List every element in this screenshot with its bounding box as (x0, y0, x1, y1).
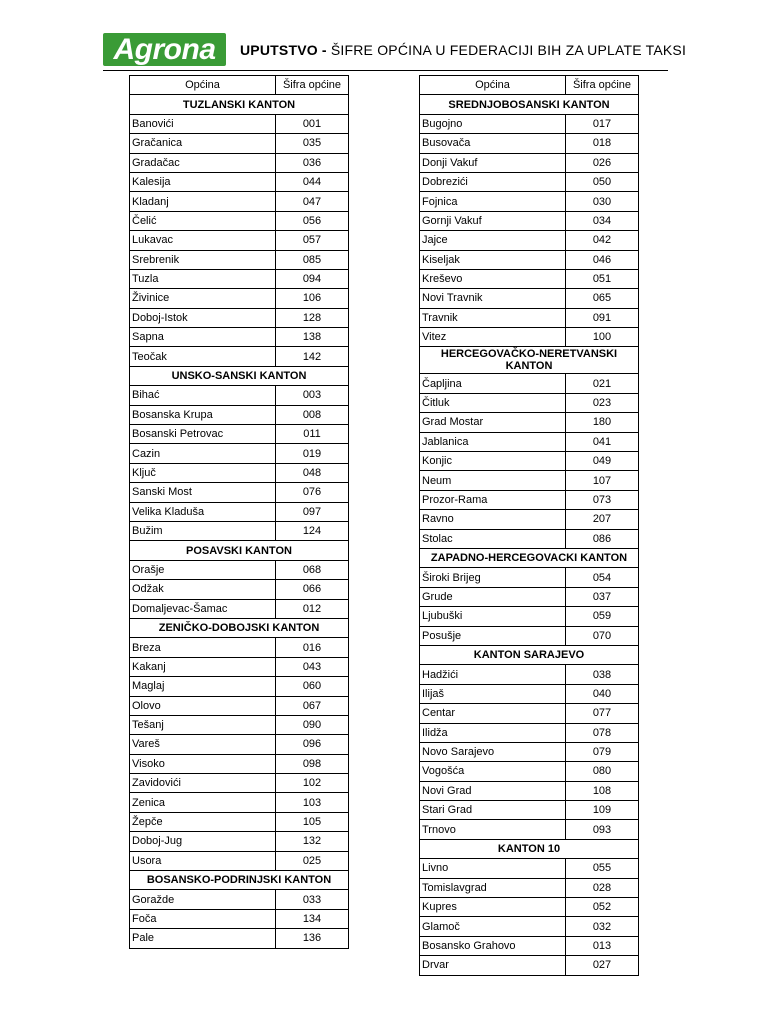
table-row (420, 471, 639, 490)
municipality-code: 068 (276, 560, 349, 579)
municipality-name: Drvar (420, 956, 566, 975)
table-row (420, 413, 639, 432)
municipality-code: 065 (566, 289, 639, 308)
municipality-name: Fojnica (420, 192, 566, 211)
municipality-name: Novo Sarajevo (420, 742, 566, 761)
municipality-code: 091 (566, 308, 639, 327)
municipality-code: 086 (566, 529, 639, 548)
table-row (130, 812, 349, 831)
municipality-name: Ljubuški (420, 607, 566, 626)
municipality-code: 107 (566, 471, 639, 490)
canton-name: POSAVSKI KANTON (130, 541, 349, 560)
municipality-code: 011 (276, 425, 349, 444)
table-row (420, 134, 639, 153)
municipality-code: 070 (566, 626, 639, 645)
table-row (420, 510, 639, 529)
municipality-code: 033 (276, 890, 349, 909)
municipality-code: 054 (566, 568, 639, 587)
table-row (130, 715, 349, 734)
municipality-code: 017 (566, 114, 639, 133)
municipality-name: Jajce (420, 231, 566, 250)
table-row (420, 393, 639, 412)
municipality-name: Odžak (130, 580, 276, 599)
table-row (130, 444, 349, 463)
municipality-name: Konjic (420, 452, 566, 471)
table-row (130, 134, 349, 153)
municipality-code: 080 (566, 762, 639, 781)
municipality-code: 097 (276, 502, 349, 521)
table-row (130, 114, 349, 133)
table-row (130, 328, 349, 347)
municipality-code: 037 (566, 587, 639, 606)
municipality-code: 057 (276, 231, 349, 250)
municipality-code: 085 (276, 250, 349, 269)
municipality-name: Livno (420, 859, 566, 878)
municipality-code: 046 (566, 250, 639, 269)
table-row (130, 909, 349, 928)
municipality-name: Vogošća (420, 762, 566, 781)
municipality-code: 056 (276, 211, 349, 230)
municipality-name: Trnovo (420, 820, 566, 839)
canton-header-row (420, 645, 639, 664)
municipality-name: Tomislavgrad (420, 878, 566, 897)
municipality-name: Visoko (130, 754, 276, 773)
table-row (130, 929, 349, 948)
table-row (420, 742, 639, 761)
column-header-municipality: Općina (420, 76, 566, 95)
table-row (420, 231, 639, 250)
table-row (420, 289, 639, 308)
municipality-name: Posušje (420, 626, 566, 645)
municipality-code: 018 (566, 134, 639, 153)
municipality-name: Ilidža (420, 723, 566, 742)
table-row (130, 386, 349, 405)
municipality-code: 021 (566, 374, 639, 393)
municipality-name: Zenica (130, 793, 276, 812)
municipality-name: Breza (130, 638, 276, 657)
municipality-name: Srebrenik (130, 250, 276, 269)
municipality-name: Bosansko Grahovo (420, 936, 566, 955)
municipality-name: Foča (130, 909, 276, 928)
municipality-code: 109 (566, 801, 639, 820)
municipality-name: Travnik (420, 308, 566, 327)
table-row (420, 114, 639, 133)
table-row (420, 878, 639, 897)
table-row (420, 250, 639, 269)
municipality-name: Busovača (420, 134, 566, 153)
municipality-code: 055 (566, 859, 639, 878)
municipality-name: Stolac (420, 529, 566, 548)
municipality-name: Bužim (130, 521, 276, 540)
table-row (420, 308, 639, 327)
municipality-name: Neum (420, 471, 566, 490)
municipality-code: 059 (566, 607, 639, 626)
table-row (420, 490, 639, 509)
table-row (420, 432, 639, 451)
table-row (420, 452, 639, 471)
canton-name: HERCEGOVAČKO-NERETVANSKI KANTON (420, 347, 639, 374)
table-row (130, 502, 349, 521)
page-header (103, 33, 687, 71)
municipality-name: Ključ (130, 463, 276, 482)
canton-name: TUZLANSKI KANTON (130, 95, 349, 114)
table-row (420, 684, 639, 703)
municipality-name: Pale (130, 929, 276, 948)
table-row (130, 250, 349, 269)
table-row (420, 211, 639, 230)
canton-header-row (130, 366, 349, 385)
municipality-table-right (419, 75, 639, 976)
table-row (420, 626, 639, 645)
table-row (420, 936, 639, 955)
table-row (420, 328, 639, 347)
municipality-code: 132 (276, 832, 349, 851)
municipality-code: 001 (276, 114, 349, 133)
municipality-code: 100 (566, 328, 639, 347)
canton-name: KANTON SARAJEVO (420, 645, 639, 664)
municipality-name: Ravno (420, 510, 566, 529)
municipality-name: Živinice (130, 289, 276, 308)
document-title-text: ŠIFRE OPĆINA U FEDERACIJI BIH ZA UPLATE TAKSI (326, 42, 687, 58)
municipality-code: 066 (276, 580, 349, 599)
municipality-name: Doboj-Jug (130, 832, 276, 851)
municipality-name: Maglaj (130, 677, 276, 696)
municipality-name: Stari Grad (420, 801, 566, 820)
table-row (130, 832, 349, 851)
municipality-name: Sanski Most (130, 483, 276, 502)
table-row (420, 568, 639, 587)
table-row (130, 308, 349, 327)
table-row (420, 153, 639, 172)
municipality-code: 106 (276, 289, 349, 308)
table-row (420, 859, 639, 878)
table-row (420, 172, 639, 191)
municipality-code: 048 (276, 463, 349, 482)
table-row (130, 425, 349, 444)
table-row (130, 774, 349, 793)
municipality-name: Gračanica (130, 134, 276, 153)
municipality-name: Dobrezići (420, 172, 566, 191)
municipality-code: 049 (566, 452, 639, 471)
municipality-code: 134 (276, 909, 349, 928)
municipality-code: 038 (566, 665, 639, 684)
municipality-code: 035 (276, 134, 349, 153)
document-title-prefix: UPUTSTVO - (240, 42, 327, 58)
municipality-name: Grude (420, 587, 566, 606)
municipality-code: 077 (566, 704, 639, 723)
canton-header-row (130, 95, 349, 114)
municipality-code: 093 (566, 820, 639, 839)
municipality-name: Kupres (420, 898, 566, 917)
canton-header-row (420, 839, 639, 858)
table-row (130, 483, 349, 502)
municipality-code: 051 (566, 269, 639, 288)
document-title (240, 42, 686, 58)
municipality-code: 078 (566, 723, 639, 742)
municipality-code: 040 (566, 684, 639, 703)
municipality-name: Teočak (130, 347, 276, 366)
canton-header-row (420, 548, 639, 567)
municipality-name: Domaljevac-Šamac (130, 599, 276, 618)
municipality-code: 034 (566, 211, 639, 230)
table-row (420, 192, 639, 211)
municipality-code: 050 (566, 172, 639, 191)
municipality-code: 094 (276, 269, 349, 288)
municipality-code: 012 (276, 599, 349, 618)
municipality-name: Banovići (130, 114, 276, 133)
municipality-name: Grad Mostar (420, 413, 566, 432)
municipality-name: Bosanski Petrovac (130, 425, 276, 444)
municipality-name: Kakanj (130, 657, 276, 676)
municipality-code: 098 (276, 754, 349, 773)
header-divider (103, 70, 668, 71)
table-row (420, 587, 639, 606)
table-row (420, 917, 639, 936)
municipality-code: 108 (566, 781, 639, 800)
municipality-name: Gradačac (130, 153, 276, 172)
municipality-name: Gornji Vakuf (420, 211, 566, 230)
table-row (130, 890, 349, 909)
municipality-code: 102 (276, 774, 349, 793)
municipality-name: Velika Kladuša (130, 502, 276, 521)
municipality-name: Kiseljak (420, 250, 566, 269)
municipality-name: Usora (130, 851, 276, 870)
table-row (420, 762, 639, 781)
municipality-code: 016 (276, 638, 349, 657)
canton-name: UNSKO-SANSKI KANTON (130, 366, 349, 385)
table-row (130, 269, 349, 288)
table-row (420, 607, 639, 626)
table-row (130, 580, 349, 599)
table-row (420, 374, 639, 393)
table-row (420, 956, 639, 975)
table-row (130, 463, 349, 482)
municipality-code: 103 (276, 793, 349, 812)
canton-name: ZENIČKO-DOBOJSKI KANTON (130, 618, 349, 637)
table-row (130, 521, 349, 540)
municipality-name: Hadžići (420, 665, 566, 684)
municipality-code: 047 (276, 192, 349, 211)
table-row (130, 793, 349, 812)
table-row (130, 851, 349, 870)
municipality-name: Čelić (130, 211, 276, 230)
table-row (420, 898, 639, 917)
municipality-name: Bihać (130, 386, 276, 405)
municipality-name: Čitluk (420, 393, 566, 412)
table-row (130, 657, 349, 676)
municipality-name: Novi Travnik (420, 289, 566, 308)
municipality-name: Čapljina (420, 374, 566, 393)
municipality-name: Vareš (130, 735, 276, 754)
table-row (130, 754, 349, 773)
canton-header-row (130, 871, 349, 890)
municipality-name: Glamoč (420, 917, 566, 936)
table-row (130, 696, 349, 715)
table-row (130, 192, 349, 211)
canton-name: SREDNJOBOSANSKI KANTON (420, 95, 639, 114)
municipality-code: 036 (276, 153, 349, 172)
municipality-name: Cazin (130, 444, 276, 463)
table-row (130, 560, 349, 579)
municipality-code: 124 (276, 521, 349, 540)
municipality-name: Kreševo (420, 269, 566, 288)
municipality-code: 090 (276, 715, 349, 734)
municipality-name: Goražde (130, 890, 276, 909)
agrona-logo: Agrona (103, 33, 226, 66)
table-header-row (130, 76, 349, 95)
municipality-code: 136 (276, 929, 349, 948)
municipality-name: Žepče (130, 812, 276, 831)
municipality-code: 052 (566, 898, 639, 917)
table-row (420, 723, 639, 742)
municipality-table-left (129, 75, 349, 949)
table-row (130, 153, 349, 172)
municipality-name: Orašje (130, 560, 276, 579)
municipality-name: Bugojno (420, 114, 566, 133)
municipality-name: Ilijaš (420, 684, 566, 703)
municipality-name: Prozor-Rama (420, 490, 566, 509)
municipality-name: Lukavac (130, 231, 276, 250)
canton-header-row (130, 618, 349, 637)
municipality-name: Sapna (130, 328, 276, 347)
table-row (130, 211, 349, 230)
municipality-code: 042 (566, 231, 639, 250)
table-row (420, 801, 639, 820)
table-row (420, 529, 639, 548)
municipality-name: Kalesija (130, 172, 276, 191)
municipality-code: 079 (566, 742, 639, 761)
table-row (420, 781, 639, 800)
municipality-code: 076 (276, 483, 349, 502)
canton-name: BOSANSKO-PODRINJSKI KANTON (130, 871, 349, 890)
column-header-code: Šifra općine (276, 76, 349, 95)
table-header-row (420, 76, 639, 95)
table-row (420, 820, 639, 839)
municipality-code: 028 (566, 878, 639, 897)
canton-header-row (420, 95, 639, 114)
canton-name: KANTON 10 (420, 839, 639, 858)
municipality-code: 019 (276, 444, 349, 463)
canton-header-row (130, 541, 349, 560)
municipality-name: Tuzla (130, 269, 276, 288)
table-row (130, 172, 349, 191)
municipality-code: 027 (566, 956, 639, 975)
municipality-code: 026 (566, 153, 639, 172)
municipality-name: Tešanj (130, 715, 276, 734)
municipality-code: 003 (276, 386, 349, 405)
table-row (130, 638, 349, 657)
municipality-code: 030 (566, 192, 639, 211)
municipality-name: Doboj-Istok (130, 308, 276, 327)
municipality-code: 032 (566, 917, 639, 936)
municipality-code: 067 (276, 696, 349, 715)
municipality-name: Bosanska Krupa (130, 405, 276, 424)
table-row (130, 347, 349, 366)
municipality-code: 041 (566, 432, 639, 451)
municipality-name: Donji Vakuf (420, 153, 566, 172)
municipality-code: 025 (276, 851, 349, 870)
table-row (130, 231, 349, 250)
table-row (130, 599, 349, 618)
table-row (130, 289, 349, 308)
municipality-name: Olovo (130, 696, 276, 715)
municipality-code: 138 (276, 328, 349, 347)
table-row (420, 665, 639, 684)
municipality-name: Centar (420, 704, 566, 723)
municipality-code: 105 (276, 812, 349, 831)
municipality-code: 023 (566, 393, 639, 412)
municipality-code: 013 (566, 936, 639, 955)
municipality-name: Jablanica (420, 432, 566, 451)
municipality-code: 008 (276, 405, 349, 424)
column-header-code: Šifra općine (566, 76, 639, 95)
municipality-code: 060 (276, 677, 349, 696)
municipality-code: 207 (566, 510, 639, 529)
municipality-name: Vitez (420, 328, 566, 347)
municipality-name: Kladanj (130, 192, 276, 211)
canton-header-row (420, 347, 639, 374)
municipality-name: Novi Grad (420, 781, 566, 800)
table-row (130, 735, 349, 754)
municipality-code: 180 (566, 413, 639, 432)
table-row (420, 704, 639, 723)
municipality-code: 043 (276, 657, 349, 676)
table-row (130, 405, 349, 424)
municipality-code: 073 (566, 490, 639, 509)
column-header-municipality: Općina (130, 76, 276, 95)
municipality-name: Zavidovići (130, 774, 276, 793)
municipality-name: Široki Brijeg (420, 568, 566, 587)
table-row (130, 677, 349, 696)
municipality-code: 096 (276, 735, 349, 754)
canton-name: ZAPADNO-HERCEGOVACKI KANTON (420, 548, 639, 567)
municipality-code: 044 (276, 172, 349, 191)
municipality-code: 128 (276, 308, 349, 327)
municipality-code: 142 (276, 347, 349, 366)
table-row (420, 269, 639, 288)
